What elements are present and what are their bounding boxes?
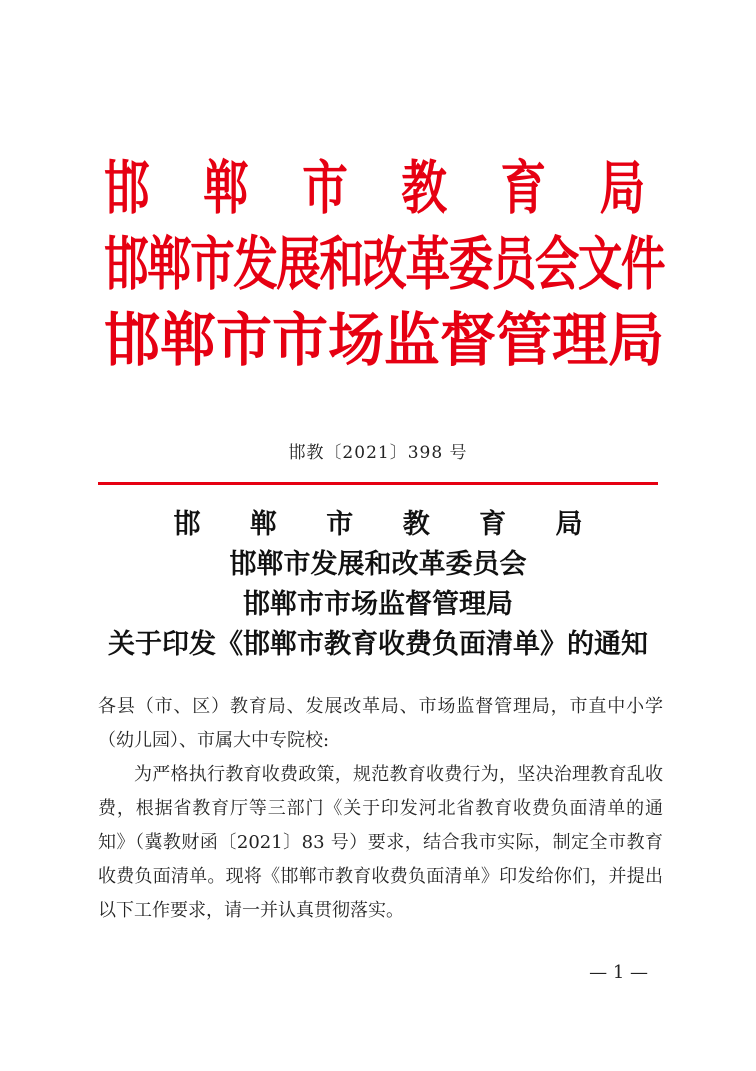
red-separator-rule xyxy=(98,482,658,485)
salutation: 各县（市、区）教育局、发展改革局、市场监督管理局，市直中小学（幼儿园）、市属大中专院校: xyxy=(98,696,663,751)
masthead-line-development-reform-commission: 邯郸市发展和改革委员会文件 xyxy=(104,230,665,298)
red-masthead xyxy=(104,150,664,378)
page-number: — 1 — xyxy=(589,962,648,983)
document-body xyxy=(98,690,663,928)
masthead-line-education-bureau: 邯 郸 市 教 育 局 xyxy=(104,154,664,222)
title-line-notice-subject: 关于印发《邯郸市教育收费负面清单》的通知 xyxy=(108,629,648,660)
title-line-education-bureau: 邯 郸 市 教 育 局 xyxy=(173,509,603,540)
title-line-development-reform-commission: 邯郸市发展和改革委员会 xyxy=(229,549,527,580)
masthead-line-market-supervision-bureau: 邯郸市市场监督管理局 xyxy=(104,306,665,374)
title-line-market-supervision-bureau: 邯郸市市场监督管理局 xyxy=(243,589,513,620)
document-title xyxy=(0,505,756,665)
body-paragraph: 为严格执行教育收费政策，规范教育收费行为，坚决治理教育乱收费，根据省教育厅等三部门《关于印发河北省教育收费负面清单的通知》（冀教财函〔2021〕83 号）要求，结合我市实际，制定全市教育收费负面清单。现将《邯郸市教育收费负面清单》印发给你们，并提出以下工作要求，请一并认真贯彻落实。 xyxy=(98,764,663,921)
document-number: 邯教〔2021〕398 号 xyxy=(288,443,468,463)
